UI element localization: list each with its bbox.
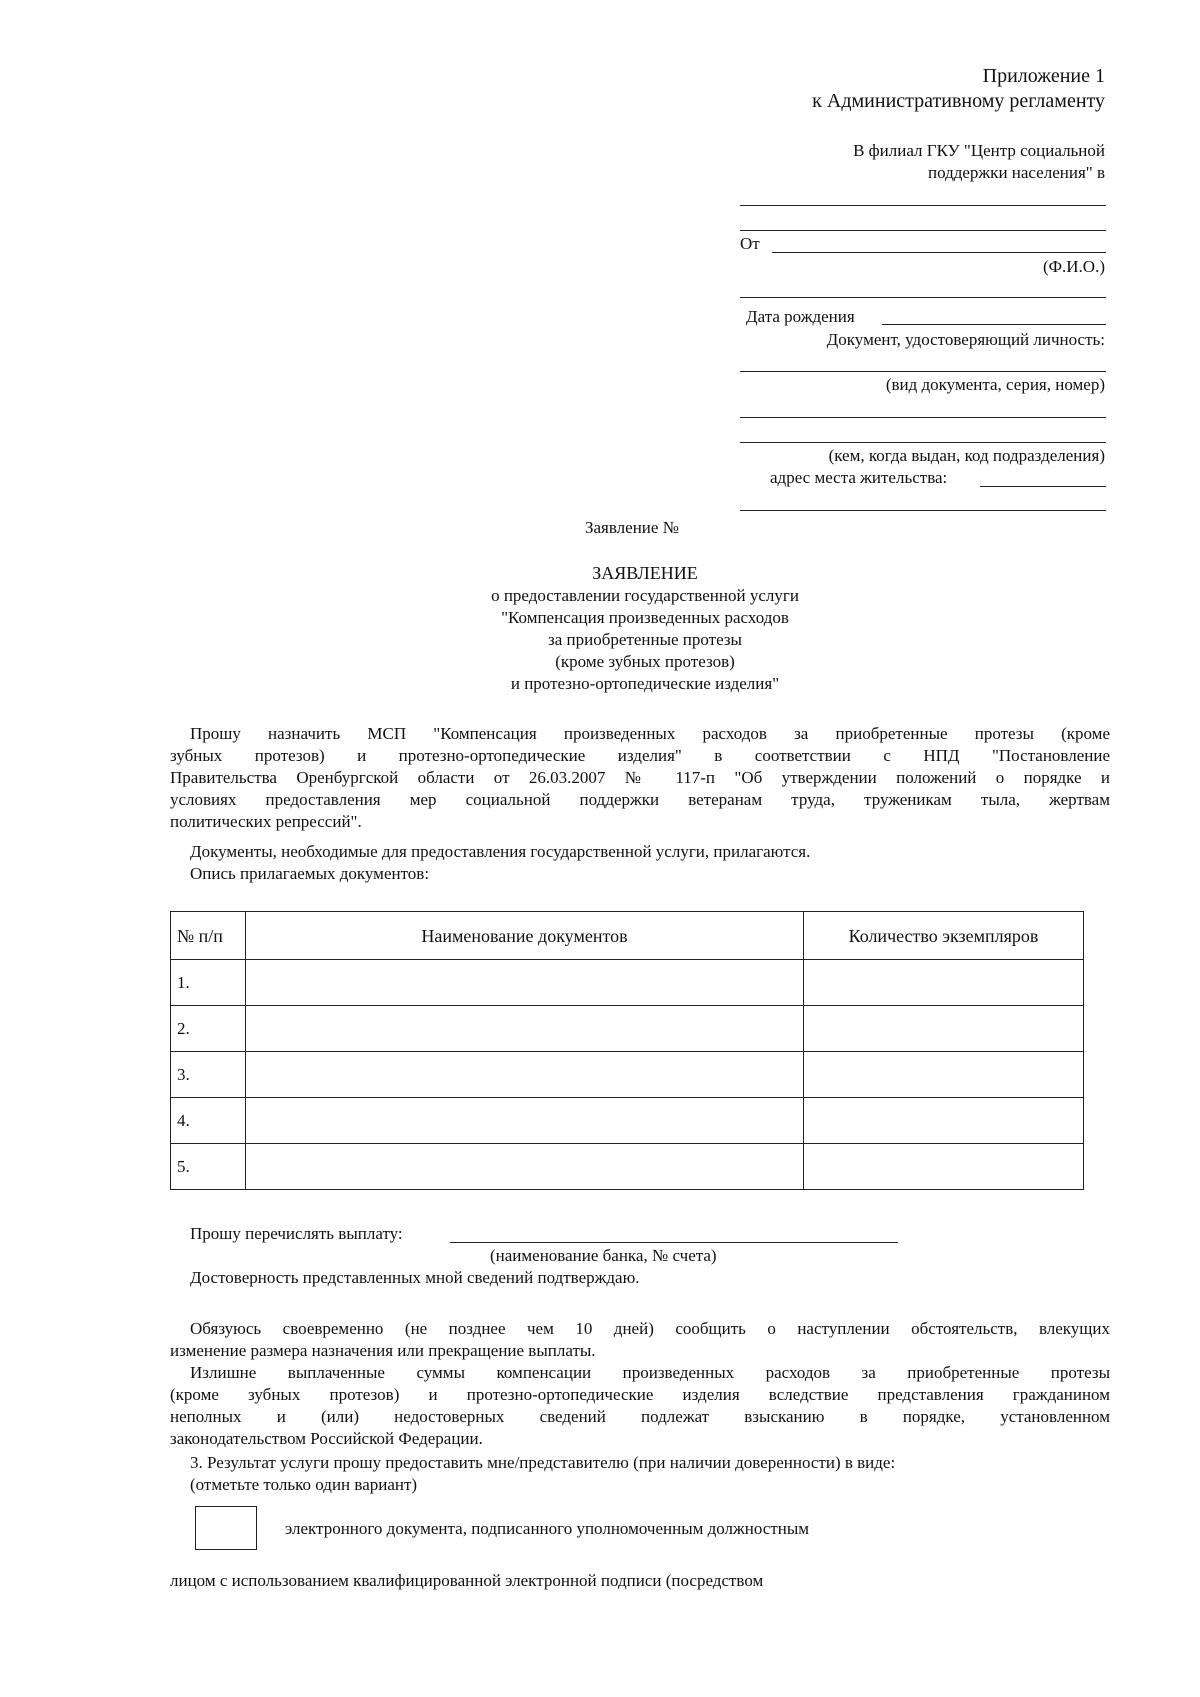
table-row — [171, 1144, 1084, 1190]
header-num: № п/п — [171, 912, 246, 960]
inventory-label: Опись прилагаемых документов: — [190, 864, 430, 883]
request-line-5: политических репрессий". — [170, 812, 362, 831]
row-name-cell[interactable] — [246, 1144, 804, 1190]
option-text: электронного документа, подписанного уполномоченным должностным — [285, 1519, 810, 1538]
request-line-3: Правительства Оренбургской области от 26.03.2007 № 117-п "Об утверждении положений о порядке и — [170, 768, 1110, 787]
obligation-line-1: Обязуюсь своевременно (не позднее чем 10 дней) сообщить о наступлении обстоятельств, влекущих — [190, 1319, 1110, 1338]
excess-line-3: неполных и (или) недостоверных сведений подлежат взысканию в порядке, установленном — [170, 1407, 1110, 1426]
row-num: 1. — [171, 960, 246, 1006]
title-line-2: "Компенсация произведенных расходов — [501, 608, 789, 627]
row-count-cell[interactable] — [804, 960, 1084, 1006]
issued-line-1[interactable] — [740, 417, 1106, 418]
from-label: От — [740, 234, 760, 253]
title-line-3: за приобретенные протезы — [548, 630, 742, 649]
row-num: 3. — [171, 1052, 246, 1098]
address-label: адрес места жительства: — [770, 468, 948, 487]
doc-type-caption: (вид документа, серия, номер) — [885, 375, 1105, 394]
payment-line[interactable] — [450, 1242, 898, 1243]
title-line-1: о предоставлении государственной услуги — [491, 586, 799, 605]
address-line-inline[interactable] — [980, 486, 1106, 487]
address-line[interactable] — [740, 510, 1106, 511]
row-name-cell[interactable] — [246, 1006, 804, 1052]
title-line-4: (кроме зубных протезов) — [555, 652, 735, 671]
row-name-cell[interactable] — [246, 1052, 804, 1098]
request-line-4: условиях предоставления мер социальной поддержки ветеранам труда, труженикам тыла, жертвам — [170, 790, 1110, 809]
request-paragraph — [170, 723, 1110, 833]
option-continued: лицом с использованием квалифицированной электронной подписи (посредством — [170, 1571, 764, 1590]
title-line-5: и протезно-ортопедические изделия" — [510, 674, 780, 693]
branch-line-2: поддержки населения" в — [927, 163, 1105, 182]
row-num: 4. — [171, 1098, 246, 1144]
documents-table — [170, 911, 1084, 1190]
row-count-cell[interactable] — [804, 1052, 1084, 1098]
application-number: Заявление № — [585, 518, 679, 537]
appendix-title: Приложение 1 — [982, 65, 1105, 87]
payment-label: Прошу перечислять выплату: — [190, 1224, 403, 1243]
fio-caption: (Ф.И.О.) — [1042, 257, 1105, 276]
issued-line-2[interactable] — [740, 442, 1106, 443]
header-name: Наименование документов — [246, 912, 804, 960]
row-name-cell[interactable] — [246, 1098, 804, 1144]
result-line-1: 3. Результат услуги прошу предоставить мне/представителю (при наличии доверенности) в виде: — [190, 1453, 896, 1472]
excess-line-4: законодательством Российской Федерации. — [170, 1429, 483, 1448]
birth-date-line[interactable] — [882, 324, 1106, 325]
branch-line-1: В филиал ГКУ "Центр социальной — [853, 141, 1105, 160]
id-doc-label: Документ, удостоверяющий личность: — [826, 330, 1105, 349]
row-count-cell[interactable] — [804, 1006, 1084, 1052]
appendix-subtitle: к Административному регламенту — [812, 90, 1105, 112]
excess-line-2: (кроме зубных протезов) и протезно-ортопедические изделия вследствие представления гражданином — [170, 1385, 1110, 1404]
row-num: 5. — [171, 1144, 246, 1190]
row-count-cell[interactable] — [804, 1098, 1084, 1144]
confirm-statement: Достоверность представленных мной сведений подтверждаю. — [190, 1268, 640, 1287]
branch-name-line[interactable] — [740, 205, 1106, 206]
excess-line-1: Излишне выплаченные суммы компенсации произведенных расходов за приобретенные протезы — [190, 1363, 1110, 1382]
table-row — [171, 1098, 1084, 1144]
obligation-line-2: изменение размера назначения или прекращение выплаты. — [170, 1341, 596, 1360]
branch-name-line-2[interactable] — [740, 230, 1106, 231]
request-line-1: Прошу назначить МСП "Компенсация произведенных расходов за приобретенные протезы (кроме — [190, 724, 1110, 743]
page-title: ЗАЯВЛЕНИЕ — [592, 563, 698, 583]
electronic-document-checkbox[interactable] — [195, 1506, 257, 1550]
row-name-cell[interactable] — [246, 960, 804, 1006]
table-row — [171, 1052, 1084, 1098]
fio-line-2[interactable] — [740, 297, 1106, 298]
request-line-2: зубных протезов) и протезно-ортопедические изделия" в соответствии с НПД "Постановление — [170, 746, 1110, 765]
table-row — [171, 1006, 1084, 1052]
header-count: Количество экземпляров — [804, 912, 1084, 960]
documents-attached: Документы, необходимые для предоставления государственной услуги, прилагаются. — [190, 842, 811, 861]
row-count-cell[interactable] — [804, 1144, 1084, 1190]
fio-line[interactable] — [772, 252, 1106, 253]
issued-caption: (кем, когда выдан, код подразделения) — [828, 446, 1105, 465]
table-row — [171, 960, 1084, 1006]
payment-caption: (наименование банка, № счета) — [490, 1246, 717, 1265]
result-line-2: (отметьте только один вариант) — [190, 1475, 418, 1494]
table-header-row — [171, 912, 1084, 960]
excess-paragraph — [170, 1362, 1110, 1450]
row-num: 2. — [171, 1006, 246, 1052]
obligation-paragraph — [170, 1318, 1110, 1362]
id-doc-line[interactable] — [740, 371, 1106, 372]
birth-date-label: Дата рождения — [746, 307, 855, 326]
